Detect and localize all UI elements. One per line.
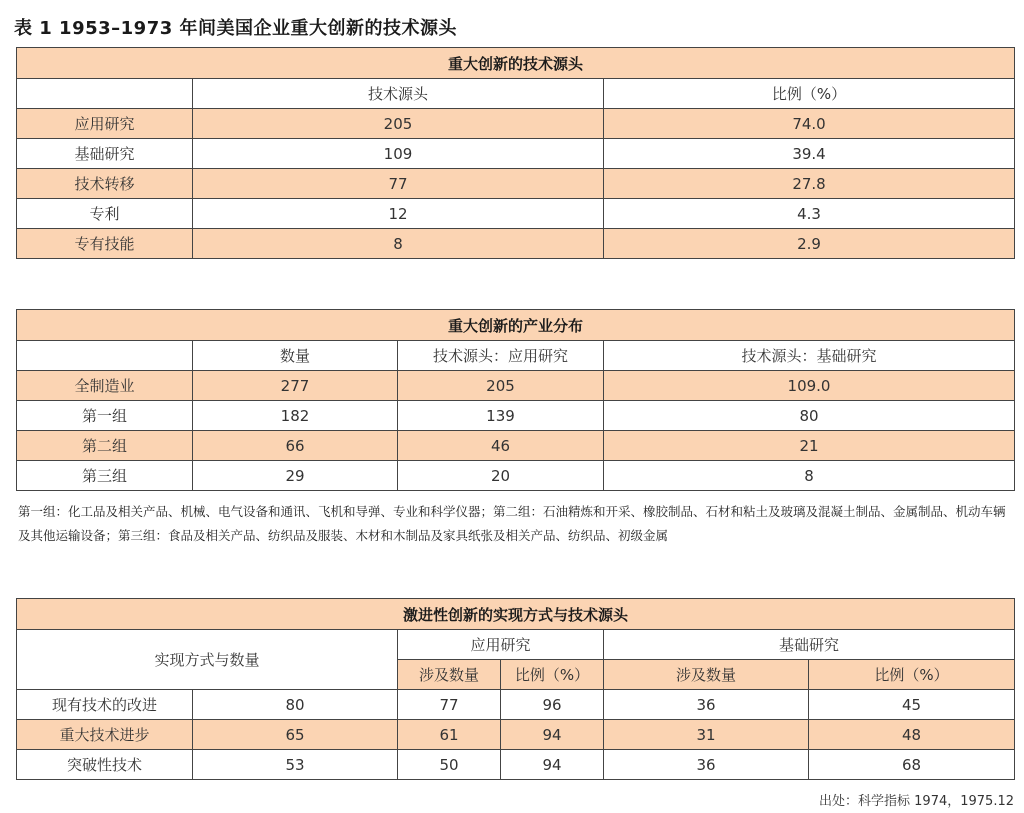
- row-label: 第一组: [17, 401, 193, 431]
- table-cell: 80: [193, 690, 398, 720]
- row-label: 现有技术的改进: [17, 690, 193, 720]
- table-caption: 重大创新的技术源头: [17, 48, 1015, 79]
- row-label: 基础研究: [17, 139, 193, 169]
- table-cell: 94: [501, 720, 604, 750]
- table-cell: 96: [501, 690, 604, 720]
- row-label: 专有技能: [17, 229, 193, 259]
- column-header: 涉及数量: [604, 660, 809, 690]
- row-label: 重大技术进步: [17, 720, 193, 750]
- table-cell: 50: [398, 750, 501, 780]
- table-cell: 61: [398, 720, 501, 750]
- table-row: [17, 109, 1015, 139]
- column-header: 比例（%）: [809, 660, 1015, 690]
- table-cell: 182: [193, 401, 398, 431]
- table-cell: 36: [604, 690, 809, 720]
- tech-source-table: [16, 47, 1015, 259]
- table-header-row: [17, 341, 1015, 371]
- row-label: 第三组: [17, 461, 193, 491]
- column-header: 技术源头：应用研究: [398, 341, 604, 371]
- table-row: [17, 169, 1015, 199]
- column-header: 技术源头：基础研究: [604, 341, 1015, 371]
- table-cell: 48: [809, 720, 1015, 750]
- table-cell: 36: [604, 750, 809, 780]
- column-header: 涉及数量: [398, 660, 501, 690]
- table-cell: 205: [193, 109, 604, 139]
- row-label: 应用研究: [17, 109, 193, 139]
- table-cell: 21: [604, 431, 1015, 461]
- table-cell: 66: [193, 431, 398, 461]
- industry-distribution-table: [16, 309, 1015, 491]
- table-caption: 重大创新的产业分布: [17, 310, 1015, 341]
- row-label: 突破性技术: [17, 750, 193, 780]
- radical-innovation-table: [16, 598, 1015, 780]
- row-label: 技术转移: [17, 169, 193, 199]
- column-header: [17, 79, 193, 109]
- table-cell: 68: [809, 750, 1015, 780]
- column-header: 比例（%）: [501, 660, 604, 690]
- table-row: [17, 139, 1015, 169]
- table-cell: 53: [193, 750, 398, 780]
- table-row: [17, 750, 1015, 780]
- table-cell: 74.0: [604, 109, 1015, 139]
- table-cell: 277: [193, 371, 398, 401]
- column-header: 数量: [193, 341, 398, 371]
- table-row: [17, 401, 1015, 431]
- table-cell: 205: [398, 371, 604, 401]
- table-row: [17, 461, 1015, 491]
- column-header: 实现方式与数量: [17, 630, 398, 690]
- table-cell: 77: [193, 169, 604, 199]
- table-cell: 27.8: [604, 169, 1015, 199]
- column-header: 技术源头: [193, 79, 604, 109]
- source-citation: 出处：科学指标 1974，1975.12: [819, 794, 1014, 809]
- table-cell: 77: [398, 690, 501, 720]
- table-header-row: [17, 630, 1015, 660]
- table-cell: 20: [398, 461, 604, 491]
- table-cell: 46: [398, 431, 604, 461]
- table-row: [17, 720, 1015, 750]
- table-row: [17, 199, 1015, 229]
- row-label: 全制造业: [17, 371, 193, 401]
- table-cell: 139: [398, 401, 604, 431]
- table-cell: 31: [604, 720, 809, 750]
- table-cell: 2.9: [604, 229, 1015, 259]
- table-row: [17, 229, 1015, 259]
- table-cell: 65: [193, 720, 398, 750]
- table-cell: 80: [604, 401, 1015, 431]
- table-row: [17, 371, 1015, 401]
- table-cell: 8: [193, 229, 604, 259]
- table-cell: 94: [501, 750, 604, 780]
- table-cell: 8: [604, 461, 1015, 491]
- table-caption: 激进性创新的实现方式与技术源头: [17, 599, 1015, 630]
- column-group-header: 基础研究: [604, 630, 1015, 660]
- column-header: 比例（%）: [604, 79, 1015, 109]
- table-cell: 4.3: [604, 199, 1015, 229]
- page-title: 表 1 1953–1973 年间美国企业重大创新的技术源头: [14, 18, 458, 39]
- table-cell: 45: [809, 690, 1015, 720]
- table-header-row: [17, 79, 1015, 109]
- table-cell: 12: [193, 199, 604, 229]
- column-header: [17, 341, 193, 371]
- table-row: [17, 431, 1015, 461]
- table-cell: 39.4: [604, 139, 1015, 169]
- table-row: [17, 690, 1015, 720]
- row-label: 专利: [17, 199, 193, 229]
- group-footnote: 第一组：化工品及相关产品、机械、电气设备和通讯、飞机和导弹、专业和科学仪器；第二组：石油精炼和开采、橡胶制品、石材和粘土及玻璃及混凝土制品、金属制品、机动车辆及其他运输设备；第三组：食品及相关产品、纺织品及服装、木材和木制品及家具纸张及相关产品、纺织品、初级金属: [18, 504, 1006, 543]
- table-cell: 109.0: [604, 371, 1015, 401]
- table-cell: 109: [193, 139, 604, 169]
- column-group-header: 应用研究: [398, 630, 604, 660]
- table-cell: 29: [193, 461, 398, 491]
- row-label: 第二组: [17, 431, 193, 461]
